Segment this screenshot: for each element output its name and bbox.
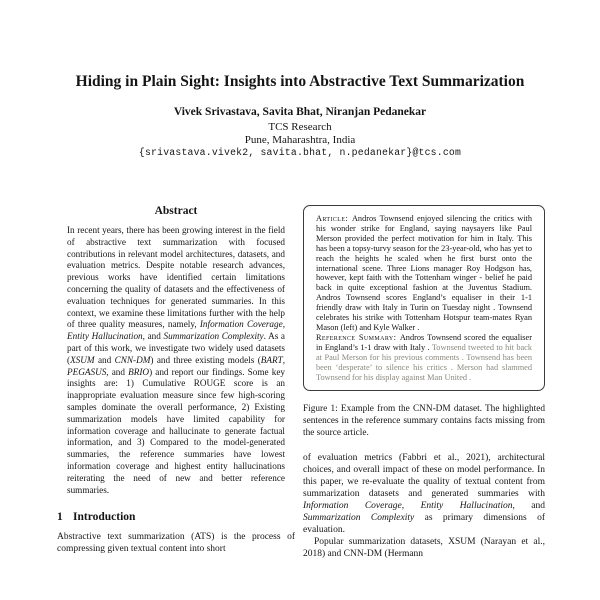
- abstract-text: In recent years, there has been growing interest in the field of abstractive text summarization with focused contributions in relevant model architectures, datasets, and evaluation metrics. Despite notable research advances, previous works have identified certain limitations concerning the quality of datasets and the effectiveness of evaluation techniques for generated summaries. In this context, we examine these limitations further with the help of three quality measures, namely, Information Coverage, Entity Hallucination, and Summarization Complexity. As a part of this work, we investigate two widely used datasets (XSUM and CNN-DM) and three existing models (BART, PEGASUS, and BRIO) and report our findings. Some key insights are: 1) Cumulative ROUGE score is an inappropriate evaluation measure since few high-scoring samples dominate the overall performance, 2) Existing summarization models have limited capability for information coverage and hallucinate to generate factual information, and 3) Compared to the model-generated summaries, the reference summaries have lowest information coverage and highest entity hallucinations reiterating the need of new and better reference summaries.: [67, 225, 286, 495]
- body-paragraph-2: Popular summarization datasets, XSUM (Narayan et al., 2018) and CNN-DM (Hermann: [303, 537, 545, 560]
- section-heading-introduction: [57, 510, 295, 524]
- authors-line: Vivek Srivastava, Savita Bhat, Niranjan Pedanekar: [173, 106, 427, 118]
- figure-reference-summary-text: Reference Summary: Andros Townsend scored the equaliser in England’s 1-1 draw with Italy . Townsend tweeted to hit back at Paul Merson for his previous comments . Townsend has been been ‘desperate’ to silence his critics . Merson had slammed Townsend for his display against Man United .: [316, 332, 532, 382]
- affiliation-org: TCS Research: [268, 121, 332, 133]
- affiliation-location: Pune, Maharashtra, India: [244, 134, 356, 146]
- section-number: 1: [57, 511, 63, 524]
- body-paragraph-1: of evaluation metrics (Fabbri et al., 2021), architectural choices, and overall impact of these on model performance. In this paper, we re-evaluate the quality of textual content from summarization datasets and generated summaries with Information Coverage, Entity Hallucination, and Summarization Complexity as primary dimensions of evaluation.: [303, 453, 546, 536]
- page-title: Hiding in Plain Sight: Insights into Abstractive Text Summarization: [75, 73, 525, 90]
- section-label: Introduction: [73, 511, 136, 524]
- figure-1-box: [303, 205, 545, 391]
- right-column: [303, 200, 545, 560]
- left-column: [57, 200, 295, 555]
- introduction-paragraph: Abstractive text summarization (ATS) is the process of compressing given textual content into short: [57, 532, 295, 555]
- abstract-heading: Abstract: [154, 205, 198, 217]
- figure-1-caption: Figure 1: Example from the CNN-DM dataset. The highlighted sentences in the reference summary contains facts missing from the source article.: [303, 404, 545, 439]
- email-line: {srivastava.vivek2, savita.bhat, n.pedanekar}@tcs.com: [138, 147, 462, 158]
- figure-article-text: Article: Andros Townsend enjoyed silencing the critics with his wonder strike for England, saying naysayers like Paul Merson provided the perfect motivation for him in Italy. This has been a topsy-turvy season for the 23-year-old, who has yet to reach the heights he scaled when he first burst onto the international scene. Three Lions manager Roy Hodgson has, however, kept faith with the Tottenham winger - belief he paid back in quite exceptional fashion at the Juventus Stadium. Andros Townsend scores England’s equaliser in their 1-1 friendly draw with Italy in Turin on Tuesday night . Townsend celebrates his strike with Tottenham Hotspur team-mates Ryan Mason (left) and Kyle Walker .: [316, 214, 532, 332]
